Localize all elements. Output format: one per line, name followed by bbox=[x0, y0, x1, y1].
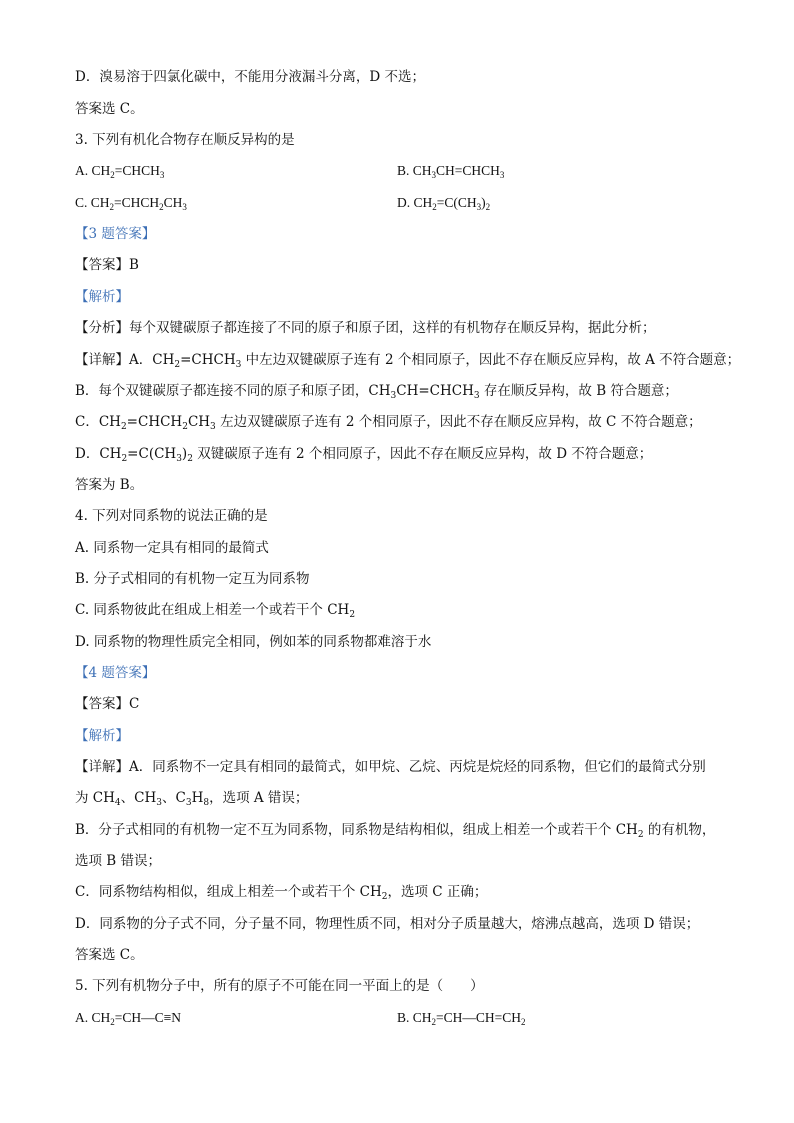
text-line: 【详解】A．同系物不一定具有相同的最简式，如甲烷、乙烷、丙烷是烷烃的同系物，但它们的最简式分别 bbox=[75, 759, 706, 775]
analysis-header: 【解析】 bbox=[75, 728, 129, 744]
text-line: B．分子式相同的有机物一定不互为同系物，同系物是结构相似，组成上相差一个或若干个 $CH_2$ 的有机物， bbox=[75, 822, 716, 840]
text-line: D．$CH_2=C(CH_3)_2$ 双键碳原子连有 2 个相同原子，因此不存在顺反应异构，故 D 不符合题意； bbox=[75, 446, 653, 464]
text-line: 【详解】A．$CH_2=CHCH_3$ 中左边双键碳原子连有 2 个相同原子，因此不存在顺反应异构，故 A 不符合题意； bbox=[75, 352, 741, 370]
option-a: A. $CH_2=CHCH_3$ bbox=[75, 163, 165, 180]
option-d: D. 同系物的物理性质完全相同，例如苯的同系物都难溶于水 bbox=[75, 634, 432, 650]
text-line: D．溴易溶于四氯化碳中，不能用分液漏斗分离，D 不选； bbox=[75, 69, 425, 85]
text-line: C．同系物结构相似，组成上相差一个或若干个 $CH_2$，选项 C 正确； bbox=[75, 884, 488, 902]
text-line: D．同系物的分子式不同，分子量不同，物理性质不同，相对分子质量越大，熔沸点越高，选项 D 错误； bbox=[75, 916, 700, 932]
option-b: B. 分子式相同的有机物一定互为同系物 bbox=[75, 571, 310, 587]
text-line: B．每个双键碳原子都连接不同的原子和原子团，$CH_3CH=CHCH_3$ 存在顺反异构，故 B 符合题意； bbox=[75, 383, 678, 401]
text-line: 答案为 B。 bbox=[75, 477, 144, 493]
text-line: C．$CH_2=CHCH_2CH_3$ 左边双键碳原子连有 2 个相同原子，因此不存在顺反应异构，故 C 不符合题意； bbox=[75, 414, 702, 432]
text-line: 答案选 C。 bbox=[75, 947, 144, 963]
option-b: B. $CH_3CH=CHCH_3$ bbox=[397, 163, 505, 180]
question-4: 4. 下列对同系物的说法正确的是 bbox=[75, 508, 268, 524]
option-a: A. 同系物一定具有相同的最简式 bbox=[75, 540, 269, 556]
option-a: A. $CH_2=CH—C\equiv N$ bbox=[75, 1010, 181, 1027]
answer-line: 【答案】B bbox=[75, 257, 139, 273]
text-line: 【分析】每个双键碳原子都连接了不同的原子和原子团，这样的有机物存在顺反异构，据此分析； bbox=[75, 320, 656, 336]
analysis-header: 【解析】 bbox=[75, 289, 129, 305]
text-line: 为 $CH_4$、$CH_3$、$C_3H_8$，选项 A 错误； bbox=[75, 790, 309, 808]
text-line: 选项 B 错误； bbox=[75, 853, 162, 869]
option-c: C. $CH_2=CHCH_2CH_3$ bbox=[75, 195, 187, 212]
answer-header: 【3 题答案】 bbox=[75, 226, 156, 242]
answer-line: 【答案】C bbox=[75, 696, 140, 712]
question-3: 3. 下列有机化合物存在顺反异构的是 bbox=[75, 132, 295, 148]
answer-header: 【4 题答案】 bbox=[75, 665, 156, 681]
text-line: 答案选 C。 bbox=[75, 101, 144, 117]
option-b: B. $CH_2=CH—CH=CH_2$ bbox=[397, 1010, 526, 1027]
option-d: D. $CH_2=C(CH_3)_2$ bbox=[397, 195, 491, 212]
option-c: C. 同系物彼此在组成上相差一个或若干个 $CH_2$ bbox=[75, 602, 356, 620]
question-5: 5. 下列有机物分子中，所有的原子不可能在同一平面上的是（ ） bbox=[75, 978, 484, 994]
